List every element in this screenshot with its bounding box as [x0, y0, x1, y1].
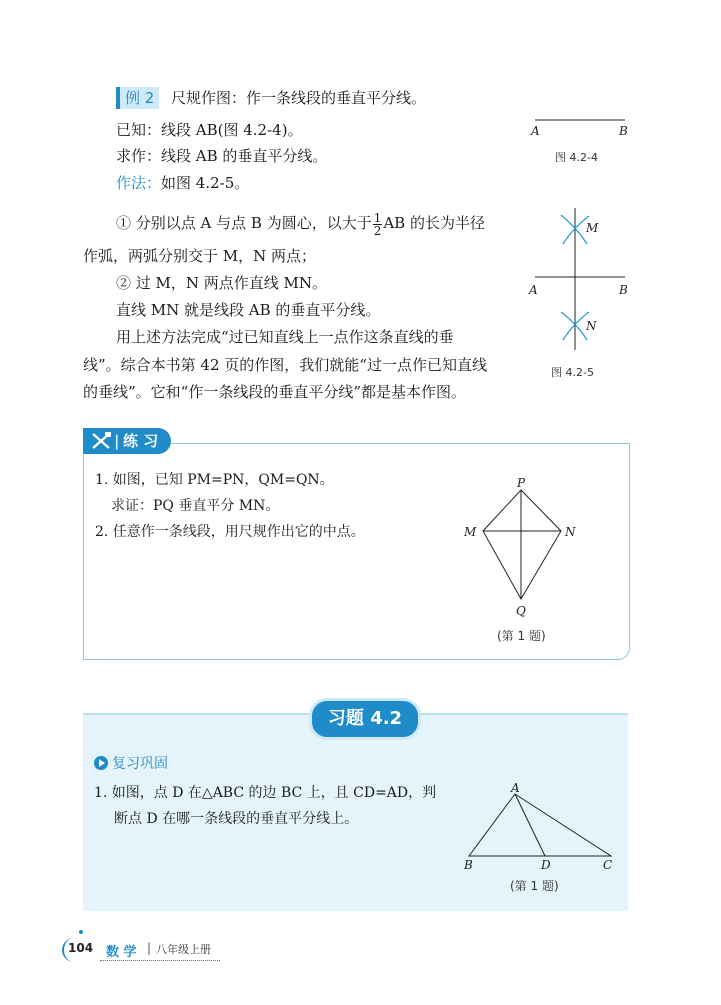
practice-figure-kite [455, 472, 595, 622]
exercise-q1-line1: 1. 如图，点 D 在△ABC 的边 BC 上，且 CD=AD，判 [94, 785, 437, 801]
conclusion: 直线 MN 就是线段 AB 的垂直平分线。 [116, 301, 381, 319]
paragraph-line-2: 线”。综合本书第 42 页的作图，我们就能“过一点作已知直线 [83, 356, 487, 374]
practice-tab: | 练 习 [83, 428, 171, 454]
practice-item-1-proof: 求证：PQ 垂直平分 MN。 [111, 498, 280, 514]
triangle-label-a: A [511, 781, 520, 795]
section-heading-label: 复习巩固 [112, 756, 168, 772]
section-heading [94, 755, 168, 773]
play-circle-icon [94, 756, 108, 770]
triangle-label-d: D [541, 858, 551, 872]
method-label: 作法： [116, 174, 162, 192]
kite-label-q: Q [516, 604, 526, 618]
step2: ② 过 M，N 两点作直线 MN。 [116, 274, 328, 292]
fraction-numerator: 1 [373, 210, 382, 225]
footer-grade: 八年级上册 [156, 943, 211, 956]
fig425-label-m: M [586, 221, 599, 235]
page-number: 104 [68, 941, 94, 955]
method-text: 如图 4.2-5。 [161, 174, 250, 192]
practice-figure-caption: (第 1 题) [497, 629, 546, 643]
kite-label-p: P [517, 476, 526, 490]
kite-label-n: N [565, 525, 576, 539]
exercise-figure-triangle [455, 780, 625, 880]
footer-dotted-rule [100, 960, 220, 961]
exercise-q1-line2: 断点 D 在哪一条线段的垂直平分线上。 [114, 811, 359, 827]
kite-label-m: M [464, 525, 477, 539]
triangle-label-b: B [464, 858, 473, 872]
tools-icon [91, 432, 113, 450]
example-given: 已知：线段 AB(图 4.2-4)。 [116, 121, 303, 139]
step1-continued: 作弧，两弧分别交于 M，N 两点； [83, 247, 317, 265]
fig425-label-n: N [586, 319, 597, 333]
figure-4-2-5 [525, 200, 635, 360]
fig424-caption: 图 4.2-4 [555, 151, 598, 164]
example-required: 求作：线段 AB 的垂直平分线。 [116, 147, 328, 165]
exercises-title: 习题 4.2 [309, 698, 421, 740]
fig425-label-a: A [529, 283, 538, 297]
practice-tab-label: 练 习 [123, 432, 159, 450]
exercise-figure-caption: (第 1 题) [510, 879, 559, 893]
kite-outline [483, 490, 561, 599]
example-tag: 例 2 [116, 87, 159, 109]
step1-line [116, 210, 485, 237]
example-method [116, 173, 249, 193]
fig425-label-b: B [619, 283, 628, 297]
paragraph-line-1: 用上述方法完成“过已知直线上一点作这条直线的垂 [116, 328, 454, 346]
triangle-label-c: C [603, 858, 613, 872]
practice-item-1: 1. 如图，已知 PM=PN，QM=QN。 [95, 472, 334, 488]
paragraph-line-3: 的垂线”。它和“作一条线段的垂直平分线”都是基本作图。 [83, 383, 467, 401]
fraction-denominator: 2 [373, 223, 382, 238]
fig424-label-b: B [619, 124, 628, 138]
step1-part-b: AB 的长为半径 [383, 214, 485, 232]
fig424-label-a: A [531, 124, 540, 138]
step1-part-a: ① 分别以点 A 与点 B 为圆心，以大于 [116, 214, 372, 232]
fraction-half [373, 212, 383, 237]
footer-subject: 数 学 [106, 945, 137, 960]
practice-item-2: 2. 任意作一条线段，用尺规作出它的中点。 [95, 524, 365, 540]
example-title: 尺规作图：作一条线段的垂直平分线。 [171, 89, 427, 107]
dot-icon [79, 930, 83, 934]
fig425-caption: 图 4.2-5 [551, 366, 594, 379]
